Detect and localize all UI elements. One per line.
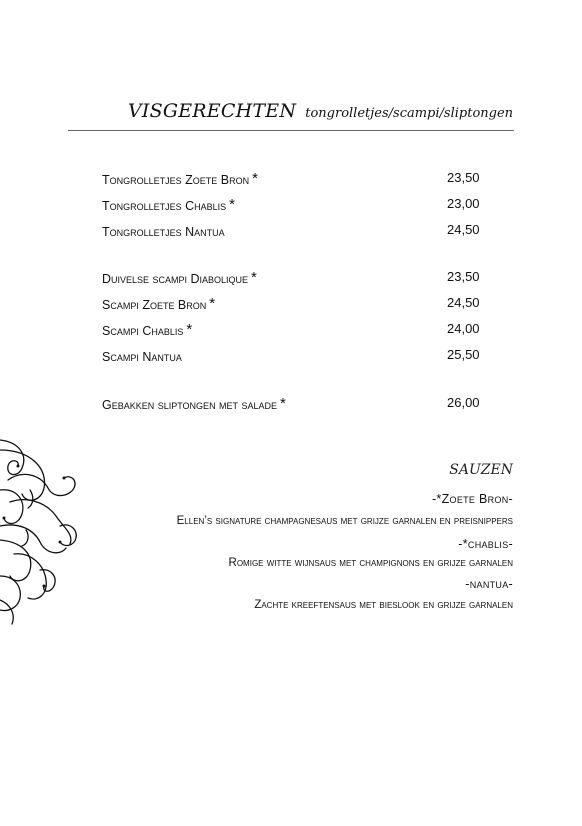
dish-row: [102, 170, 502, 192]
dish-name: Tongrolletjes Nantua: [102, 225, 225, 239]
baroque-flourish-ornament-icon: [0, 430, 80, 630]
dish-row: [102, 347, 502, 369]
dish-row: [102, 395, 502, 417]
dish-row: [102, 295, 502, 317]
dish-price: 24,00: [447, 321, 480, 336]
dish-price: 24,50: [447, 222, 480, 237]
page-title: [128, 100, 548, 122]
dish-name: Gebakken sliptongen met salade *: [102, 395, 286, 412]
sauce-name: -*chablis-: [458, 537, 513, 551]
sauce-name: -nantua-: [465, 577, 513, 591]
sauce-description: Zachte kreeftensaus met bieslook en grijze garnalen: [254, 599, 513, 611]
dish-name: Tongrolletjes Chablis *: [102, 196, 236, 213]
dish-price: 25,50: [447, 347, 480, 362]
title-main: VISGERECHTEN: [128, 100, 297, 122]
dish-price: 24,50: [447, 295, 480, 310]
title-divider: [68, 130, 514, 131]
dish-row: [102, 222, 502, 244]
sauce-description: Ellen’s signature champagnesaus met grijze garnalen en preisnippers: [176, 515, 513, 527]
sauce-description: Romige witte wijnsaus met champignons en grijze garnalen: [228, 557, 513, 569]
dish-price: 23,50: [447, 170, 480, 185]
dish-price: 23,00: [447, 196, 480, 211]
dish-row: [102, 269, 502, 291]
title-sub: tongrolletjes/scampi/sliptongen: [305, 106, 514, 121]
dish-row: [102, 196, 502, 218]
dish-name: Scampi Zoete Bron *: [102, 295, 216, 312]
dish-name: Scampi Nantua: [102, 350, 182, 364]
dish-name: Duivelse scampi Diabolique *: [102, 269, 257, 286]
dish-price: 23,50: [447, 269, 480, 284]
dish-row: [102, 321, 502, 343]
sauces-title: SAUZEN: [449, 462, 513, 478]
dish-price: 26,00: [447, 395, 480, 410]
sauce-name: -*Zoete Bron-: [431, 492, 513, 506]
dish-name: Tongrolletjes Zoete Bron *: [102, 170, 258, 187]
dish-name: Scampi Chablis *: [102, 321, 193, 338]
